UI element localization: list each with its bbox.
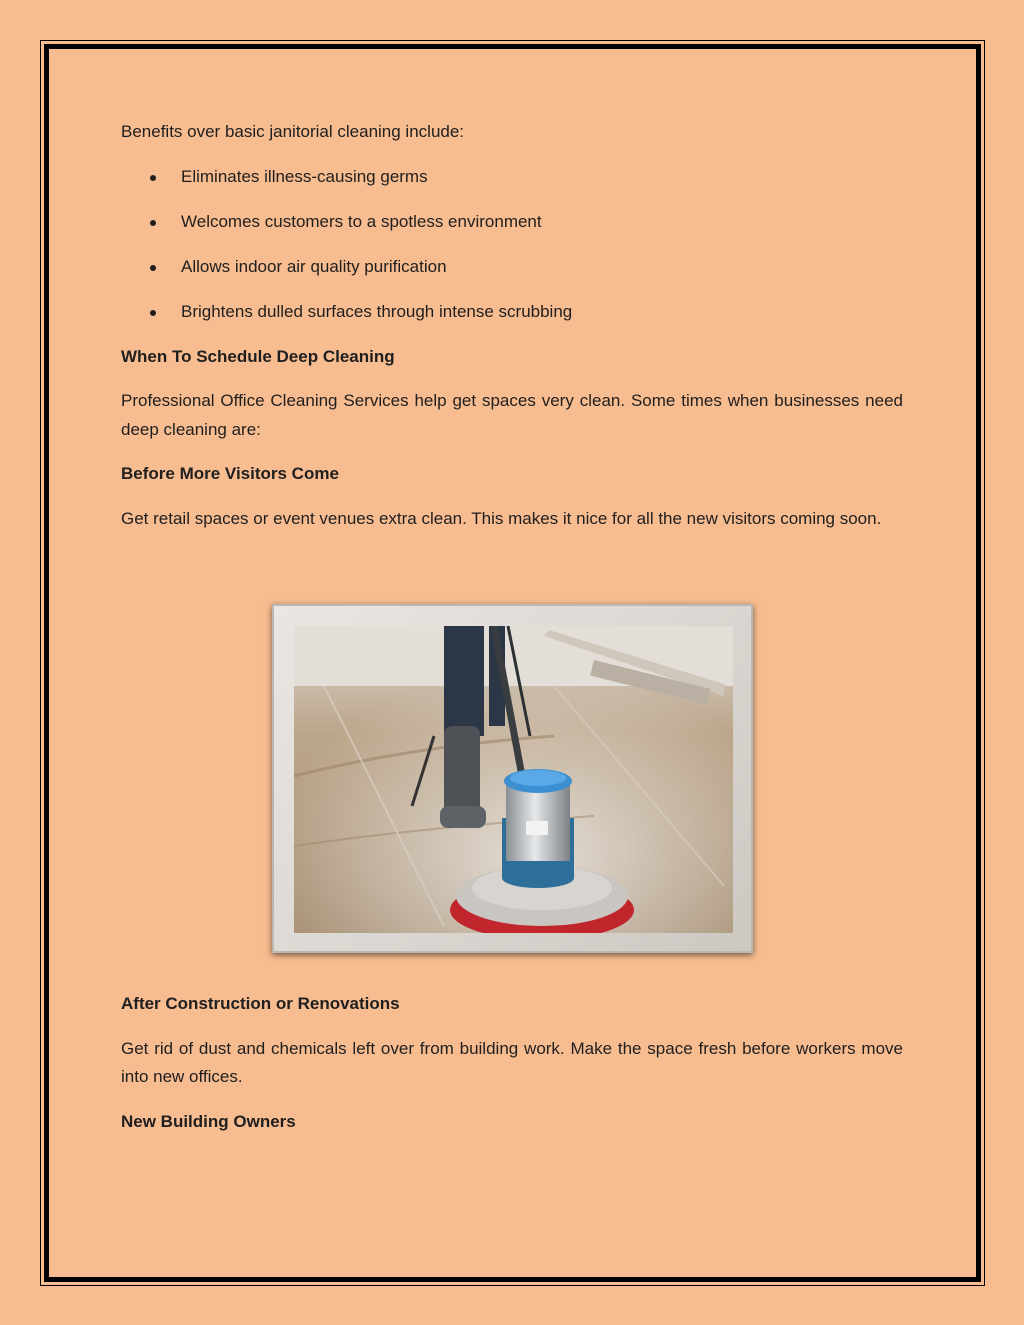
list-item-text: Brightens dulled surfaces through intense scrubbing xyxy=(181,301,573,321)
floor-cleaning-photo xyxy=(294,626,733,933)
floor-cleaning-photo-frame xyxy=(272,604,753,953)
bullet-icon xyxy=(150,265,156,271)
document-content-lower xyxy=(121,990,903,1152)
list-item-text: Allows indoor air quality purification xyxy=(181,256,447,276)
bullet-icon xyxy=(150,220,156,226)
bullet-icon xyxy=(150,310,156,316)
section-body-when: Professional Office Cleaning Services help get spaces very clean. Some times when businesses need deep cleaning are: xyxy=(121,391,903,439)
section-body-construction: Get rid of dust and chemicals left over from building work. Make the space fresh before workers move into new offices. xyxy=(121,1038,903,1086)
section-heading-visitors: Before More Visitors Come xyxy=(121,464,339,483)
list-item xyxy=(121,298,903,327)
list-item xyxy=(121,253,903,282)
document-content xyxy=(121,118,903,549)
list-item-text: Eliminates illness-causing germs xyxy=(181,166,428,186)
list-item xyxy=(121,208,903,237)
section-heading-construction: After Construction or Renovations xyxy=(121,994,400,1013)
floor-scrubber-illustration xyxy=(294,626,733,933)
list-item-text: Welcomes customers to a spotless environment xyxy=(181,211,542,231)
section-body-visitors: Get retail spaces or event venues extra clean. This makes it nice for all the new visitors coming soon. xyxy=(121,508,882,528)
section-heading-when: When To Schedule Deep Cleaning xyxy=(121,346,395,366)
intro-text: Benefits over basic janitorial cleaning include: xyxy=(121,122,465,141)
section-heading-owners: New Building Owners xyxy=(121,1111,296,1131)
bullet-icon xyxy=(150,175,156,181)
benefits-list xyxy=(121,163,903,327)
list-item xyxy=(121,163,903,192)
